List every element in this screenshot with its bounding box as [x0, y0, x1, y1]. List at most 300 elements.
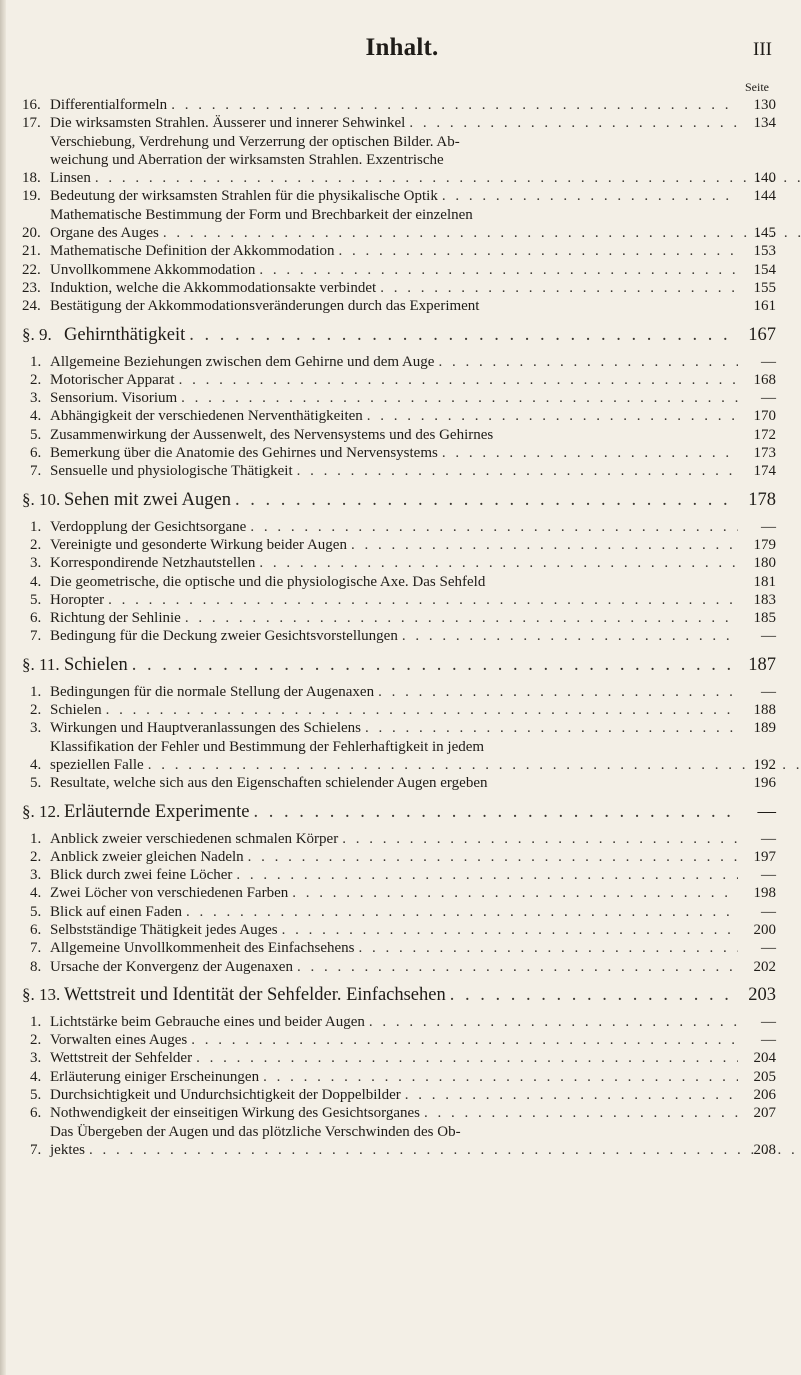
- page-number: III: [753, 39, 772, 60]
- entry-number: 4.: [30, 408, 42, 425]
- section-title: Schielen: [64, 654, 128, 675]
- section-mark: §. 13.: [22, 984, 61, 1004]
- entry-title: Induktion, welche die Akkommodationsakte verbindet: [50, 279, 377, 296]
- entry-body: [50, 407, 742, 425]
- entry-body: [50, 389, 742, 407]
- entry-number: 1.: [30, 830, 42, 847]
- section-page: 167: [748, 324, 776, 345]
- toc-entry: [30, 1086, 782, 1104]
- entry-number: 5.: [30, 903, 42, 920]
- toc-entry: [30, 903, 782, 921]
- table-of-contents: [22, 96, 782, 1159]
- entry-title-block: [50, 133, 801, 188]
- toc-entry: [30, 371, 782, 389]
- section-heading: [22, 324, 782, 346]
- entry-body: [50, 1031, 742, 1049]
- toc-entry: [30, 958, 782, 976]
- section-title: Sehen mit zwei Augen: [64, 489, 231, 510]
- entry-title-line: [50, 169, 801, 187]
- entry-page: 172: [753, 426, 776, 443]
- dot-leader: [380, 279, 738, 297]
- dot-leader: [297, 462, 738, 480]
- entry-page: 173: [753, 445, 776, 462]
- entry-page: 155: [753, 279, 776, 296]
- toc-entry: [30, 848, 782, 866]
- entry-page: 200: [753, 921, 776, 938]
- entry-number: 23.: [22, 279, 41, 296]
- dot-leader: [89, 1141, 801, 1159]
- entry-body: [50, 206, 742, 243]
- entry-title: Selbstständige Thätigkeit jedes Auges: [50, 921, 278, 938]
- entry-page: 188: [753, 702, 776, 719]
- dot-leader: [263, 1068, 738, 1086]
- entry-number: 3.: [30, 390, 42, 407]
- toc-entry: [30, 554, 782, 572]
- seite-column-label: Seite: [745, 80, 769, 94]
- toc-entry: [30, 884, 782, 902]
- entry-title: Vorwalten eines Auges: [50, 1032, 188, 1049]
- entry-title: Erläuterung einiger Erscheinungen: [50, 1068, 260, 1085]
- entry-page: —: [761, 390, 776, 407]
- section-heading: [22, 489, 782, 511]
- entry-title: Wirkungen und Hauptveranlassungen des Schielens: [50, 720, 361, 737]
- entry-number: 2.: [30, 536, 42, 553]
- section-items: [22, 683, 782, 793]
- entry-number: 2.: [30, 1032, 42, 1049]
- entry-title: Bedingungen für die normale Stellung der Augenaxen: [50, 683, 375, 700]
- entry-title-line: weichung und Aberration der wirksamsten Strahlen. Exzentrische: [50, 151, 444, 168]
- entry-title: Zwei Löcher von verschiedenen Farben: [50, 885, 289, 902]
- toc-entry: [30, 683, 782, 701]
- entry-body: [50, 554, 742, 572]
- entry-title: Wettstreit der Sehfelder: [50, 1050, 193, 1067]
- entry-title: Korrespondirende Netzhautstellen: [50, 555, 256, 572]
- page-header: [22, 0, 782, 78]
- entry-title: Allgemeine Beziehungen zwischen dem Gehirne und dem Auge: [50, 353, 435, 370]
- entry-title: Bestätigung der Akkommodationsveränderungen durch das Experiment: [50, 298, 480, 315]
- entry-page: 192: [753, 756, 776, 773]
- dot-leader: [259, 261, 738, 279]
- entry-body: [50, 1068, 742, 1086]
- entry-page: 134: [753, 115, 776, 132]
- entry-page: 144: [753, 188, 776, 205]
- entry-body: [50, 279, 742, 297]
- dot-leader: [442, 187, 738, 205]
- dot-leader: [359, 939, 738, 957]
- dot-leader: [191, 1031, 738, 1049]
- entry-number: 5.: [30, 1087, 42, 1104]
- entry-title: Unvollkommene Akkommodation: [50, 261, 256, 278]
- entry-number: 16.: [22, 97, 41, 113]
- dot-leader: [106, 701, 738, 719]
- entry-number: 3.: [30, 867, 42, 884]
- entry-number: 8.: [30, 958, 42, 975]
- entry-number: 1.: [30, 518, 42, 535]
- entry-title-line: [50, 756, 801, 774]
- entry-title: Motorischer Apparat: [50, 371, 175, 388]
- toc-entry: [30, 939, 782, 957]
- dot-leader: [235, 489, 738, 511]
- toc-entry: [22, 133, 782, 188]
- dot-leader: [108, 591, 738, 609]
- dot-leader: [405, 1086, 738, 1104]
- entry-number: 24.: [22, 298, 41, 315]
- toc-entry: [30, 774, 782, 792]
- entry-body: [50, 297, 742, 315]
- entry-body: [50, 518, 742, 536]
- entry-body: [50, 627, 742, 645]
- dot-leader: [181, 389, 738, 407]
- dot-leader: [351, 536, 738, 554]
- entry-page: 183: [753, 591, 776, 608]
- entry-body: [50, 114, 742, 132]
- entry-page: —: [761, 353, 776, 370]
- toc-entry: [30, 573, 782, 591]
- entry-number: 21.: [22, 243, 41, 260]
- toc-entry: [22, 297, 782, 315]
- entry-page: —: [761, 830, 776, 847]
- section-items: [22, 1013, 782, 1159]
- entry-body: [50, 353, 742, 371]
- toc-entry: [30, 426, 782, 444]
- entry-title: Lichtstärke beim Gebrauche eines und beider Augen: [50, 1013, 365, 1030]
- entry-title: Blick auf einen Faden: [50, 903, 183, 920]
- toc-entry: [30, 609, 782, 627]
- toc-entry: [30, 444, 782, 462]
- toc-entry: [30, 407, 782, 425]
- entry-page: 196: [753, 775, 776, 792]
- entry-page: 207: [753, 1105, 776, 1122]
- entry-body: [50, 1049, 742, 1067]
- entry-number: 1.: [30, 353, 42, 370]
- entry-body: [50, 591, 742, 609]
- entry-number: 2.: [30, 371, 42, 388]
- entry-number: 3.: [30, 555, 42, 572]
- section-title: Wettstreit und Identität der Sehfelder. Einfachsehen: [64, 984, 446, 1005]
- toc-entry: [30, 1031, 782, 1049]
- dot-leader: [424, 1104, 738, 1122]
- entry-page: 140: [753, 170, 776, 187]
- entry-page: —: [761, 903, 776, 920]
- entry-number: 6.: [30, 610, 42, 627]
- dot-leader: [339, 242, 738, 260]
- entry-body: [50, 96, 742, 114]
- section-page: 203: [748, 984, 776, 1005]
- dot-leader: [378, 683, 738, 701]
- dot-leader: [163, 224, 801, 242]
- toc-entry: [22, 187, 782, 205]
- entry-body: [50, 939, 742, 957]
- dot-leader: [369, 1013, 738, 1031]
- entry-number: 4.: [30, 885, 42, 902]
- entry-body: [50, 884, 742, 902]
- dot-leader: [297, 958, 738, 976]
- entry-body: [50, 573, 742, 591]
- entry-body: [50, 701, 742, 719]
- section-mark: §. 11.: [22, 654, 60, 674]
- section-title: Erläuternde Experimente: [64, 801, 250, 822]
- dot-leader: [259, 554, 738, 572]
- toc-entry: [30, 1049, 782, 1067]
- entry-number: 6.: [30, 445, 42, 462]
- entry-title: Vereinigte und gesonderte Wirkung beider Augen: [50, 536, 347, 553]
- entry-title: Die wirksamsten Strahlen. Äusserer und innerer Sehwinkel: [50, 115, 406, 132]
- entry-title: Organe des Auges: [50, 225, 159, 242]
- toc-entry: [22, 261, 782, 279]
- entry-page: —: [761, 940, 776, 957]
- entry-number: 18.: [22, 170, 41, 187]
- entry-body: [50, 903, 742, 921]
- entry-number: 17.: [22, 115, 41, 132]
- dot-leader: [292, 884, 738, 902]
- entry-body: [50, 830, 742, 848]
- dot-leader: [95, 169, 801, 187]
- dot-leader: [189, 324, 738, 346]
- entry-page: 198: [753, 885, 776, 902]
- entry-title: Bemerkung über die Anatomie des Gehirnes und Nervensystems: [50, 445, 438, 462]
- entry-page: 204: [753, 1050, 776, 1067]
- entry-page: 206: [753, 1087, 776, 1104]
- entry-number: 1.: [30, 683, 42, 700]
- dot-leader: [342, 830, 738, 848]
- dot-leader: [365, 719, 738, 737]
- entry-page: 130: [753, 97, 776, 113]
- entry-page: 208: [753, 1141, 776, 1158]
- entry-title: Die geometrische, die optische und die physiologische Axe. Das Sehfeld: [50, 573, 486, 590]
- dot-leader: [282, 921, 738, 939]
- entry-number: 20.: [22, 225, 41, 242]
- toc-entry: [30, 830, 782, 848]
- entry-title: Anblick zweier gleichen Nadeln: [50, 848, 244, 865]
- entry-page: 180: [753, 555, 776, 572]
- dot-leader: [148, 756, 801, 774]
- entry-title-line: Mathematische Bestimmung der Form und Brechbarkeit der einzelnen: [50, 206, 473, 223]
- toc-entry: [30, 738, 782, 775]
- entry-page: 154: [753, 261, 776, 278]
- dot-leader: [367, 407, 738, 425]
- entry-body: [50, 1104, 742, 1122]
- toc-entry: [30, 627, 782, 645]
- entry-page: 145: [753, 225, 776, 242]
- entry-number: 7.: [30, 463, 42, 480]
- entry-title: Mathematische Definition der Akkommodation: [50, 243, 335, 260]
- entry-title: Differentialformeln: [50, 97, 168, 113]
- entry-title: Durchsichtigkeit und Undurchsichtigkeit der Doppelbilder: [50, 1087, 401, 1104]
- entry-page: 168: [753, 371, 776, 388]
- entry-title-block: [50, 1123, 801, 1160]
- entry-number: 4.: [30, 573, 42, 590]
- toc-entry: [30, 1013, 782, 1031]
- entry-body: [50, 1013, 742, 1031]
- entry-title-line: Klassifikation der Fehler und Bestimmung der Fehlerhaftigkeit in jedem: [50, 738, 485, 755]
- entry-body: [50, 536, 742, 554]
- dot-leader: [186, 903, 738, 921]
- entry-number: 6.: [30, 921, 42, 938]
- section-items: [22, 353, 782, 481]
- page-title: Inhalt.: [365, 34, 439, 61]
- entry-number: 22.: [22, 261, 41, 278]
- toc-entry: [22, 279, 782, 297]
- scan-left-edge: [0, 0, 6, 1375]
- dot-leader: [171, 96, 738, 114]
- dot-leader: [179, 371, 738, 389]
- toc-entry: [22, 242, 782, 260]
- entry-body: [50, 719, 742, 737]
- book-page: [22, 0, 782, 1158]
- entry-page: 174: [753, 463, 776, 480]
- toc-entry: [30, 353, 782, 371]
- entry-body: [50, 242, 742, 260]
- section-items: [22, 830, 782, 976]
- dot-leader: [450, 984, 738, 1006]
- dot-leader: [248, 848, 738, 866]
- section-mark: §. 9.: [22, 324, 52, 344]
- entry-page: 170: [753, 408, 776, 425]
- section-mark: §. 10.: [22, 489, 61, 509]
- entry-body: [50, 462, 742, 480]
- entry-page: 153: [753, 243, 776, 260]
- entry-title: Bedingung für die Deckung zweier Gesichtsvorstellungen: [50, 628, 398, 645]
- entry-number: 4.: [30, 756, 42, 773]
- entry-title-line: [50, 224, 801, 242]
- entry-title: Schielen: [50, 702, 102, 719]
- entry-body: [50, 261, 742, 279]
- toc-entry: [30, 389, 782, 407]
- toc-entry: [30, 921, 782, 939]
- entry-title: Blick durch zwei feine Löcher: [50, 867, 233, 884]
- entry-page: 202: [753, 958, 776, 975]
- entry-page: —: [761, 867, 776, 884]
- entry-title: Allgemeine Unvollkommenheit des Einfachsehens: [50, 940, 355, 957]
- toc-entry: [30, 701, 782, 719]
- entry-title: Ursache der Konvergenz der Augenaxen: [50, 958, 293, 975]
- entry-body: [50, 738, 742, 775]
- section-page: —: [757, 801, 776, 822]
- entry-body: [50, 921, 742, 939]
- entry-page: 189: [753, 720, 776, 737]
- dot-leader: [196, 1049, 738, 1067]
- entry-number: 7.: [30, 628, 42, 645]
- section-heading: [22, 801, 782, 823]
- dot-leader: [132, 654, 738, 676]
- entry-title: Nothwendigkeit der einseitigen Wirkung des Gesichtsorganes: [50, 1105, 421, 1122]
- dot-leader: [253, 801, 738, 823]
- dot-leader: [236, 866, 738, 884]
- dot-leader: [185, 609, 738, 627]
- entry-body: [50, 683, 742, 701]
- entry-body: [50, 866, 742, 884]
- entry-page: —: [761, 518, 776, 535]
- entry-page: 197: [753, 848, 776, 865]
- entry-body: [50, 444, 742, 462]
- entry-number: 4.: [30, 1068, 42, 1085]
- entry-page: 161: [753, 298, 776, 315]
- entry-number: 2.: [30, 848, 42, 865]
- entry-body: [50, 133, 742, 188]
- entry-page: 179: [753, 536, 776, 553]
- entry-number: 7.: [30, 1141, 42, 1158]
- entry-body: [50, 1086, 742, 1104]
- entry-page: —: [761, 1013, 776, 1030]
- entry-title: Resultate, welche sich aus den Eigenschaften schielender Augen ergeben: [50, 775, 488, 792]
- entry-title-line: [50, 1141, 801, 1159]
- entry-number: 3.: [30, 720, 42, 737]
- entry-body: [50, 371, 742, 389]
- entry-title: Linsen: [50, 170, 91, 187]
- dot-leader: [250, 518, 738, 536]
- entry-title: Anblick zweier verschiedenen schmalen Körper: [50, 830, 339, 847]
- section-items: [22, 518, 782, 646]
- entry-title: Sensuelle und physiologische Thätigkeit: [50, 463, 293, 480]
- toc-entry: [30, 591, 782, 609]
- entry-page: 185: [753, 610, 776, 627]
- entry-page: —: [761, 628, 776, 645]
- entry-title: speziellen Falle: [50, 756, 144, 773]
- section-heading: [22, 984, 782, 1006]
- entry-title: Horopter: [50, 591, 105, 608]
- entry-title: Zusammenwirkung der Aussenwelt, des Nervensystems und des Gehirnes: [50, 426, 494, 443]
- entry-body: [50, 426, 742, 444]
- entry-number: 5.: [30, 426, 42, 443]
- entry-title-line: Verschiebung, Verdrehung und Verzerrung der optischen Bilder. Ab-: [50, 133, 460, 150]
- toc-entry: [30, 866, 782, 884]
- entry-title-block: [50, 738, 801, 775]
- entry-title-block: [50, 206, 801, 243]
- section-heading: [22, 654, 782, 676]
- entry-title-line: Das Übergeben der Augen und das plötzliche Verschwinden des Ob-: [50, 1123, 461, 1140]
- entry-body: [50, 958, 742, 976]
- entry-body: [50, 848, 742, 866]
- entry-page: —: [761, 1032, 776, 1049]
- toc-entry: [30, 536, 782, 554]
- entry-title: Abhängigkeit der verschiedenen Nerventhätigkeiten: [50, 408, 363, 425]
- section-page: 187: [748, 654, 776, 675]
- toc-entry: [30, 518, 782, 536]
- entry-number: 3.: [30, 1050, 42, 1067]
- entry-number: 19.: [22, 188, 41, 205]
- entry-number: 1.: [30, 1013, 42, 1030]
- section-mark: §. 12.: [22, 801, 61, 821]
- dot-leader: [438, 353, 738, 371]
- entry-title: jektes: [50, 1141, 85, 1158]
- entry-title: Bedeutung der wirksamsten Strahlen für die physikalische Optik: [50, 188, 438, 205]
- entry-page: —: [761, 683, 776, 700]
- entry-body: [50, 774, 742, 792]
- toc-entry: [30, 1123, 782, 1160]
- toc-entry: [30, 1104, 782, 1122]
- section-page: 178: [748, 489, 776, 510]
- section-title: Gehirnthätigkeit: [64, 324, 186, 345]
- toc-entry: [22, 96, 782, 114]
- dot-leader: [409, 114, 738, 132]
- toc-entry: [22, 114, 782, 132]
- toc-entry: [30, 1068, 782, 1086]
- entry-number: 2.: [30, 702, 42, 719]
- toc-entry: [30, 719, 782, 737]
- entry-page: 181: [753, 573, 776, 590]
- entry-page: 205: [753, 1068, 776, 1085]
- entry-number: 7.: [30, 940, 42, 957]
- entry-body: [50, 187, 742, 205]
- toc-entry: [30, 462, 782, 480]
- entry-number: 5.: [30, 775, 42, 792]
- dot-leader: [442, 444, 738, 462]
- dot-leader: [402, 627, 738, 645]
- entry-body: [50, 609, 742, 627]
- toc-entry: [22, 206, 782, 243]
- entry-number: 5.: [30, 591, 42, 608]
- entry-number: 6.: [30, 1105, 42, 1122]
